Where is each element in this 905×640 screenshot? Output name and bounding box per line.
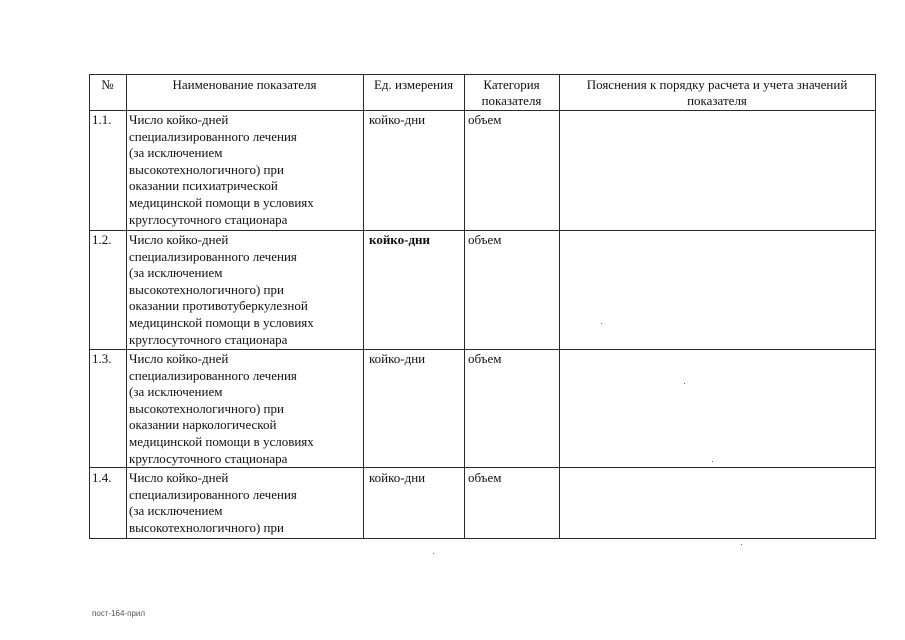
name-line: специализированного лечения [129, 128, 297, 144]
name-line: оказании противотуберкулезной [129, 298, 308, 314]
name-line: Число койко-дней [129, 470, 229, 485]
row-3-category: объем [468, 351, 502, 366]
name-line: медицинской помощи в условиях [129, 314, 314, 330]
row-1-unit: койко-дни [369, 112, 426, 127]
name-line: оказании психиатрической [129, 178, 278, 194]
row-2-unit: койко-дни [369, 232, 431, 247]
table-border-bottom [89, 538, 876, 539]
scan-speck [684, 383, 685, 384]
indicator-table [89, 74, 876, 539]
name-line: (за исключением [129, 384, 223, 400]
header-category-line1: Категория [483, 77, 540, 92]
name-line: специализированного лечения [129, 486, 297, 502]
header-divider [89, 110, 876, 111]
row-4-num: 1.4. [92, 470, 112, 485]
row-2-category: объем [468, 232, 502, 247]
name-line: (за исключением [129, 145, 223, 161]
row-2-name [129, 232, 314, 348]
name-line: круглосуточного стационара [129, 211, 288, 227]
row-divider [89, 349, 876, 350]
name-line: круглосуточного стационара [129, 331, 288, 347]
name-line: высокотехнологичного) при [129, 519, 284, 535]
column-divider [464, 74, 465, 539]
header-category-line2: показателя [481, 93, 542, 108]
name-line: круглосуточного стационара [129, 450, 288, 466]
name-line: высокотехнологичного) при [129, 400, 284, 416]
table-border-top [89, 74, 876, 75]
name-line: высокотехнологичного) при [129, 161, 284, 177]
row-3-unit: койко-дни [369, 351, 426, 366]
column-divider [126, 74, 127, 539]
header-num: № [101, 77, 114, 92]
row-4-name [129, 470, 297, 536]
row-1-name [129, 112, 314, 228]
scan-speck [601, 323, 602, 324]
name-line: (за исключением [129, 503, 223, 519]
name-line: Число койко-дней [129, 232, 229, 247]
header-notes-line1: Пояснения к порядку расчета и учета значений [586, 77, 848, 92]
row-4-category: объем [468, 470, 502, 485]
row-4-unit: койко-дни [369, 470, 426, 485]
row-1-category: объем [468, 112, 502, 127]
row-divider [89, 230, 876, 231]
name-line: медицинской помощи в условиях [129, 194, 314, 210]
name-line: (за исключением [129, 265, 223, 281]
scan-speck [741, 544, 742, 545]
name-line: Число койко-дней [129, 351, 229, 366]
name-line: специализированного лечения [129, 248, 297, 264]
header-name: Наименование показателя [172, 77, 317, 92]
name-line: оказании наркологической [129, 417, 277, 433]
row-3-num: 1.3. [92, 351, 112, 366]
table-border-right [875, 74, 876, 539]
header-unit: Ед. измерения [373, 77, 454, 92]
name-line: медицинской помощи в условиях [129, 433, 314, 449]
scan-speck [433, 553, 434, 554]
name-line: Число койко-дней [129, 112, 229, 127]
table-border-left [89, 74, 90, 539]
row-3-name [129, 351, 314, 467]
column-divider [363, 74, 364, 539]
scan-speck [712, 461, 713, 462]
name-line: высокотехнологичного) при [129, 281, 284, 297]
footer-code: пост-164-прил [92, 609, 146, 618]
name-line: специализированного лечения [129, 367, 297, 383]
row-1-num: 1.1. [92, 112, 112, 127]
header-notes-line2: показателя [687, 93, 747, 108]
column-divider [559, 74, 560, 539]
row-2-num: 1.2. [92, 232, 112, 247]
